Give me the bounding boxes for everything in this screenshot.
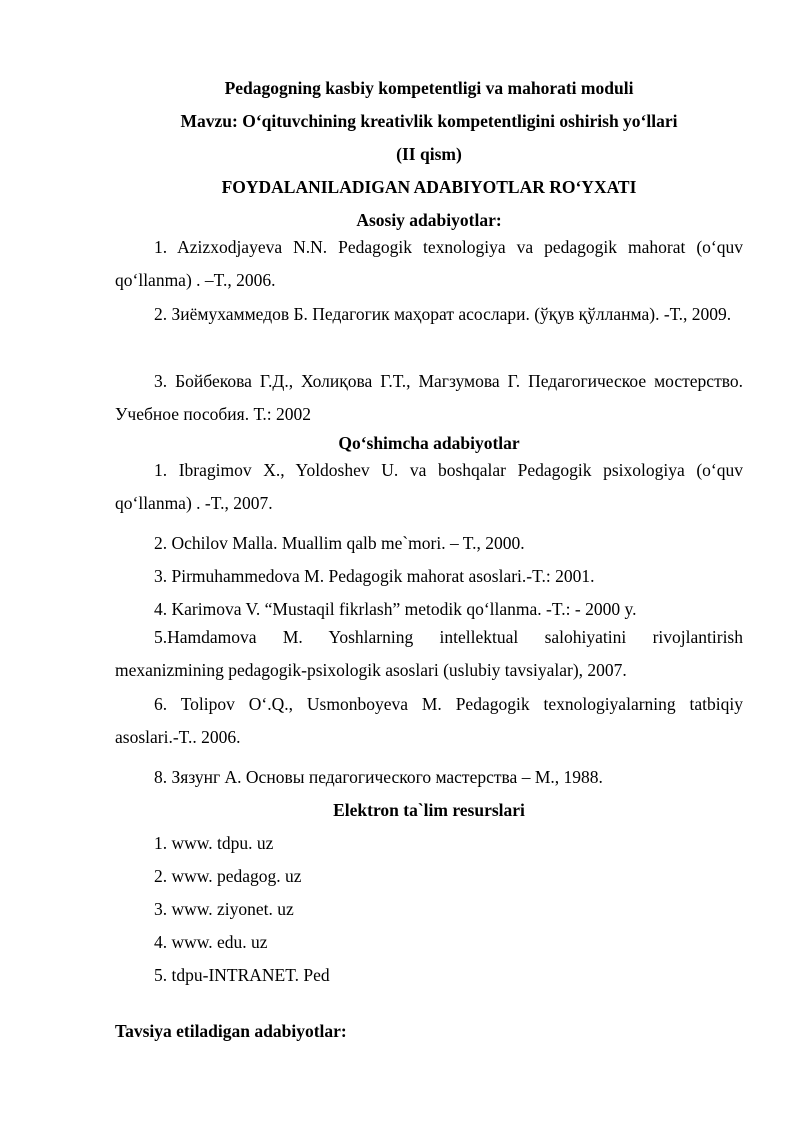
main-literature-item: 2. Зиёмухаммедов Б. Педагогик маҳорат асослари. (ўқув қўлланма). -Т., 2009.	[154, 304, 732, 324]
electronic-resource-item: 3. www. ziyonet. uz	[154, 899, 294, 919]
electronic-resources-heading: Elektron ta`lim resurslari	[333, 800, 525, 820]
additional-literature-heading: Qo‘shimcha adabiyotlar	[338, 433, 520, 453]
main-literature-item: 1. Azizxodjayeva N.N. Pedagogik texnologiya va pedagogik mahorat (o‘quv qo‘llanma) . –T., 2006.	[115, 237, 743, 290]
electronic-resource-item: 1. www. tdpu. uz	[154, 833, 274, 853]
main-literature-heading: Asosiy adabiyotlar:	[356, 210, 502, 230]
electronic-resource-item: 5. tdpu-INTRANET. Ped	[154, 965, 330, 985]
literature-list-title: FOYDALANILADIGAN ADABIYOTLAR RO‘YXATI	[221, 177, 637, 197]
additional-literature-item: 5.Hamdamova M. Yoshlarning intellektual salohiyatini rivojlantirish mexanizmining pedagogik-psixologik asoslari (uslubiy tavsiyalar), 2007.	[115, 627, 743, 680]
additional-literature-item: 3. Pirmuhammedova M. Pedagogik mahorat asoslari.-T.: 2001.	[154, 566, 595, 586]
additional-literature-item: 4. Karimova V. “Mustaqil fikrlash” metodik qo‘llanma. -T.: - 2000 y.	[154, 599, 637, 619]
additional-literature-item: 8. Зязунг А. Основы педагогического мастерства – М., 1988.	[154, 767, 603, 787]
part-label: (II qism)	[396, 144, 462, 164]
module-title: Pedagogning kasbiy kompetentligi va mahorati moduli	[224, 78, 634, 98]
additional-literature-item: 1. Ibragimov X., Yoldoshev U. va boshqalar Pedagogik psixologiya (o‘quv qo‘llanma) . -T., 2007.	[115, 460, 743, 513]
topic-title: Mavzu: O‘qituvchining kreativlik kompetentligini oshirish yo‘llari	[180, 111, 678, 131]
main-literature-item: 3. Бойбекова Г.Д., Холиқова Г.Т., Магзумова Г. Педагогическое мостерство. Учебное пособия. Т.: 2002	[115, 371, 743, 424]
electronic-resource-item: 4. www. edu. uz	[154, 932, 268, 952]
additional-literature-item: 2. Ochilov Malla. Muallim qalb me`mori. – T., 2000.	[154, 533, 525, 553]
electronic-resource-item: 2. www. pedagog. uz	[154, 866, 302, 886]
recommended-literature-heading: Tavsiya etiladigan adabiyotlar:	[115, 1021, 347, 1041]
additional-literature-item: 6. Tolipov O‘.Q., Usmonboyeva M. Pedagogik texnologiyalarning tatbiqiy asoslari.-T.. 2006.	[115, 694, 743, 747]
